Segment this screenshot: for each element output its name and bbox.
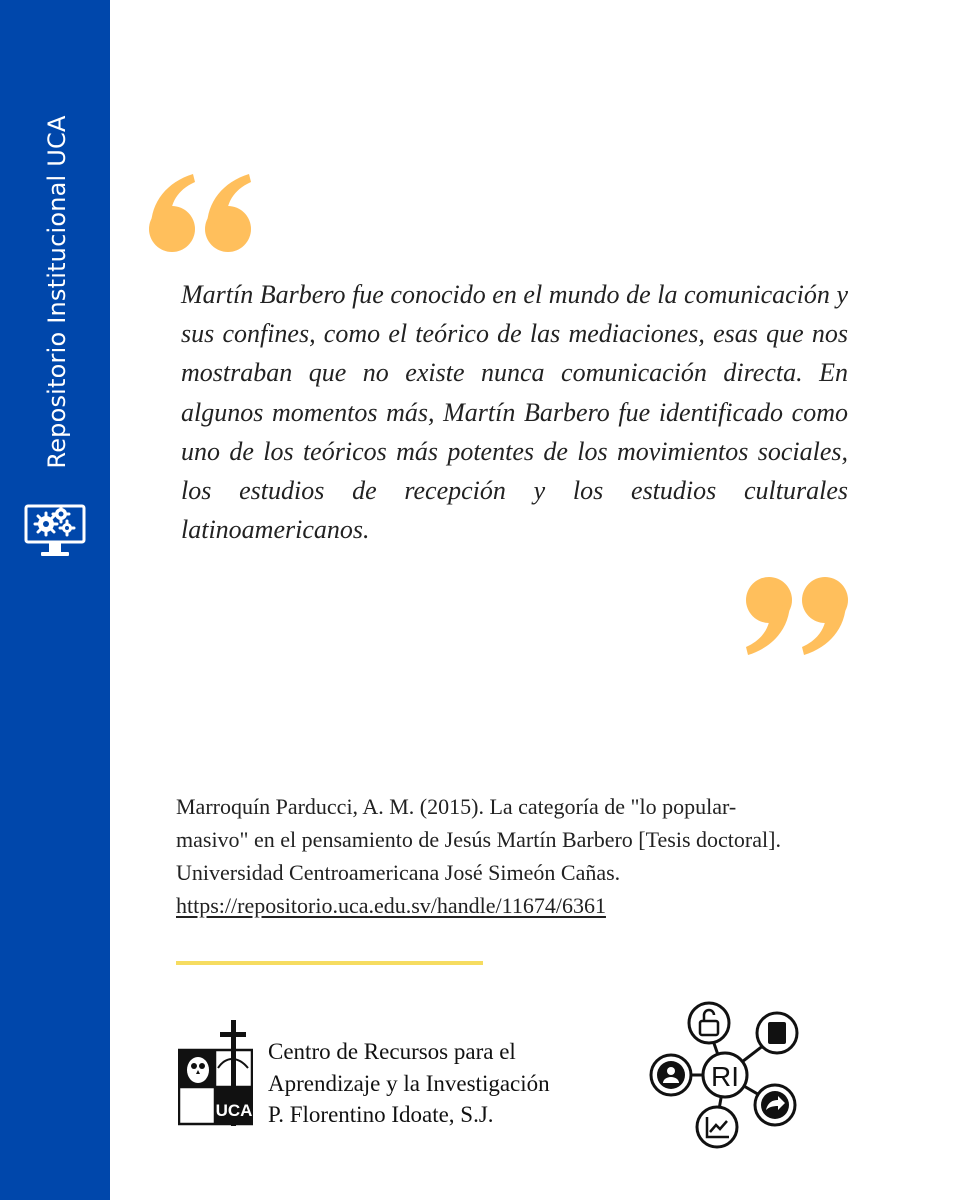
monitor-gears-icon <box>24 500 86 562</box>
citation-url-link[interactable]: https://repositorio.uca.edu.sv/handle/11674/6361 <box>176 893 606 918</box>
citation-line: Universidad Centroamericana José Simeón Cañas. <box>176 860 621 885</box>
closing-quote-icon <box>742 575 852 657</box>
center-name-line: P. Florentino Idoate, S.J. <box>268 1102 494 1127</box>
user-icon <box>651 1055 691 1095</box>
uca-cross-owl-logo <box>178 1020 253 1126</box>
ri-logo-text: RI <box>711 1061 739 1092</box>
center-name-line: Aprendizaje y la Investigación <box>268 1070 550 1096</box>
open-access-lock-icon <box>689 1003 729 1043</box>
opening-quote-icon <box>145 172 255 254</box>
ri-network-logo <box>645 993 805 1153</box>
citation <box>176 790 876 922</box>
sidebar <box>0 0 110 1200</box>
share-arrow-icon <box>755 1085 795 1125</box>
divider <box>176 961 483 965</box>
citation-line: masivo" en el pensamiento de Jesús Martín Barbero [Tesis doctoral]. <box>176 827 781 852</box>
uca-logo-text: UCA <box>215 1101 253 1120</box>
quote-text: Martín Barbero fue conocido en el mundo de la comunicación y sus confines, como el teórico de las mediaciones, esas que nos mostraban que no existe nunca comunicación directa. En algunos momentos más, Martín Barbero fue identificado como uno de los teóricos más potentes de los movimientos sociales, los estudios de recepción y los estudios culturales latinoamericanos. <box>181 280 848 545</box>
center-name <box>268 1036 550 1131</box>
citation-line: Marroquín Parducci, A. M. (2015). La categoría de "lo popular- <box>176 794 737 819</box>
book-icon <box>757 1013 797 1053</box>
chart-trend-icon <box>697 1107 737 1147</box>
sidebar-title: Repositorio Institucional UCA <box>43 115 71 469</box>
center-name-line: Centro de Recursos para el <box>268 1039 516 1064</box>
